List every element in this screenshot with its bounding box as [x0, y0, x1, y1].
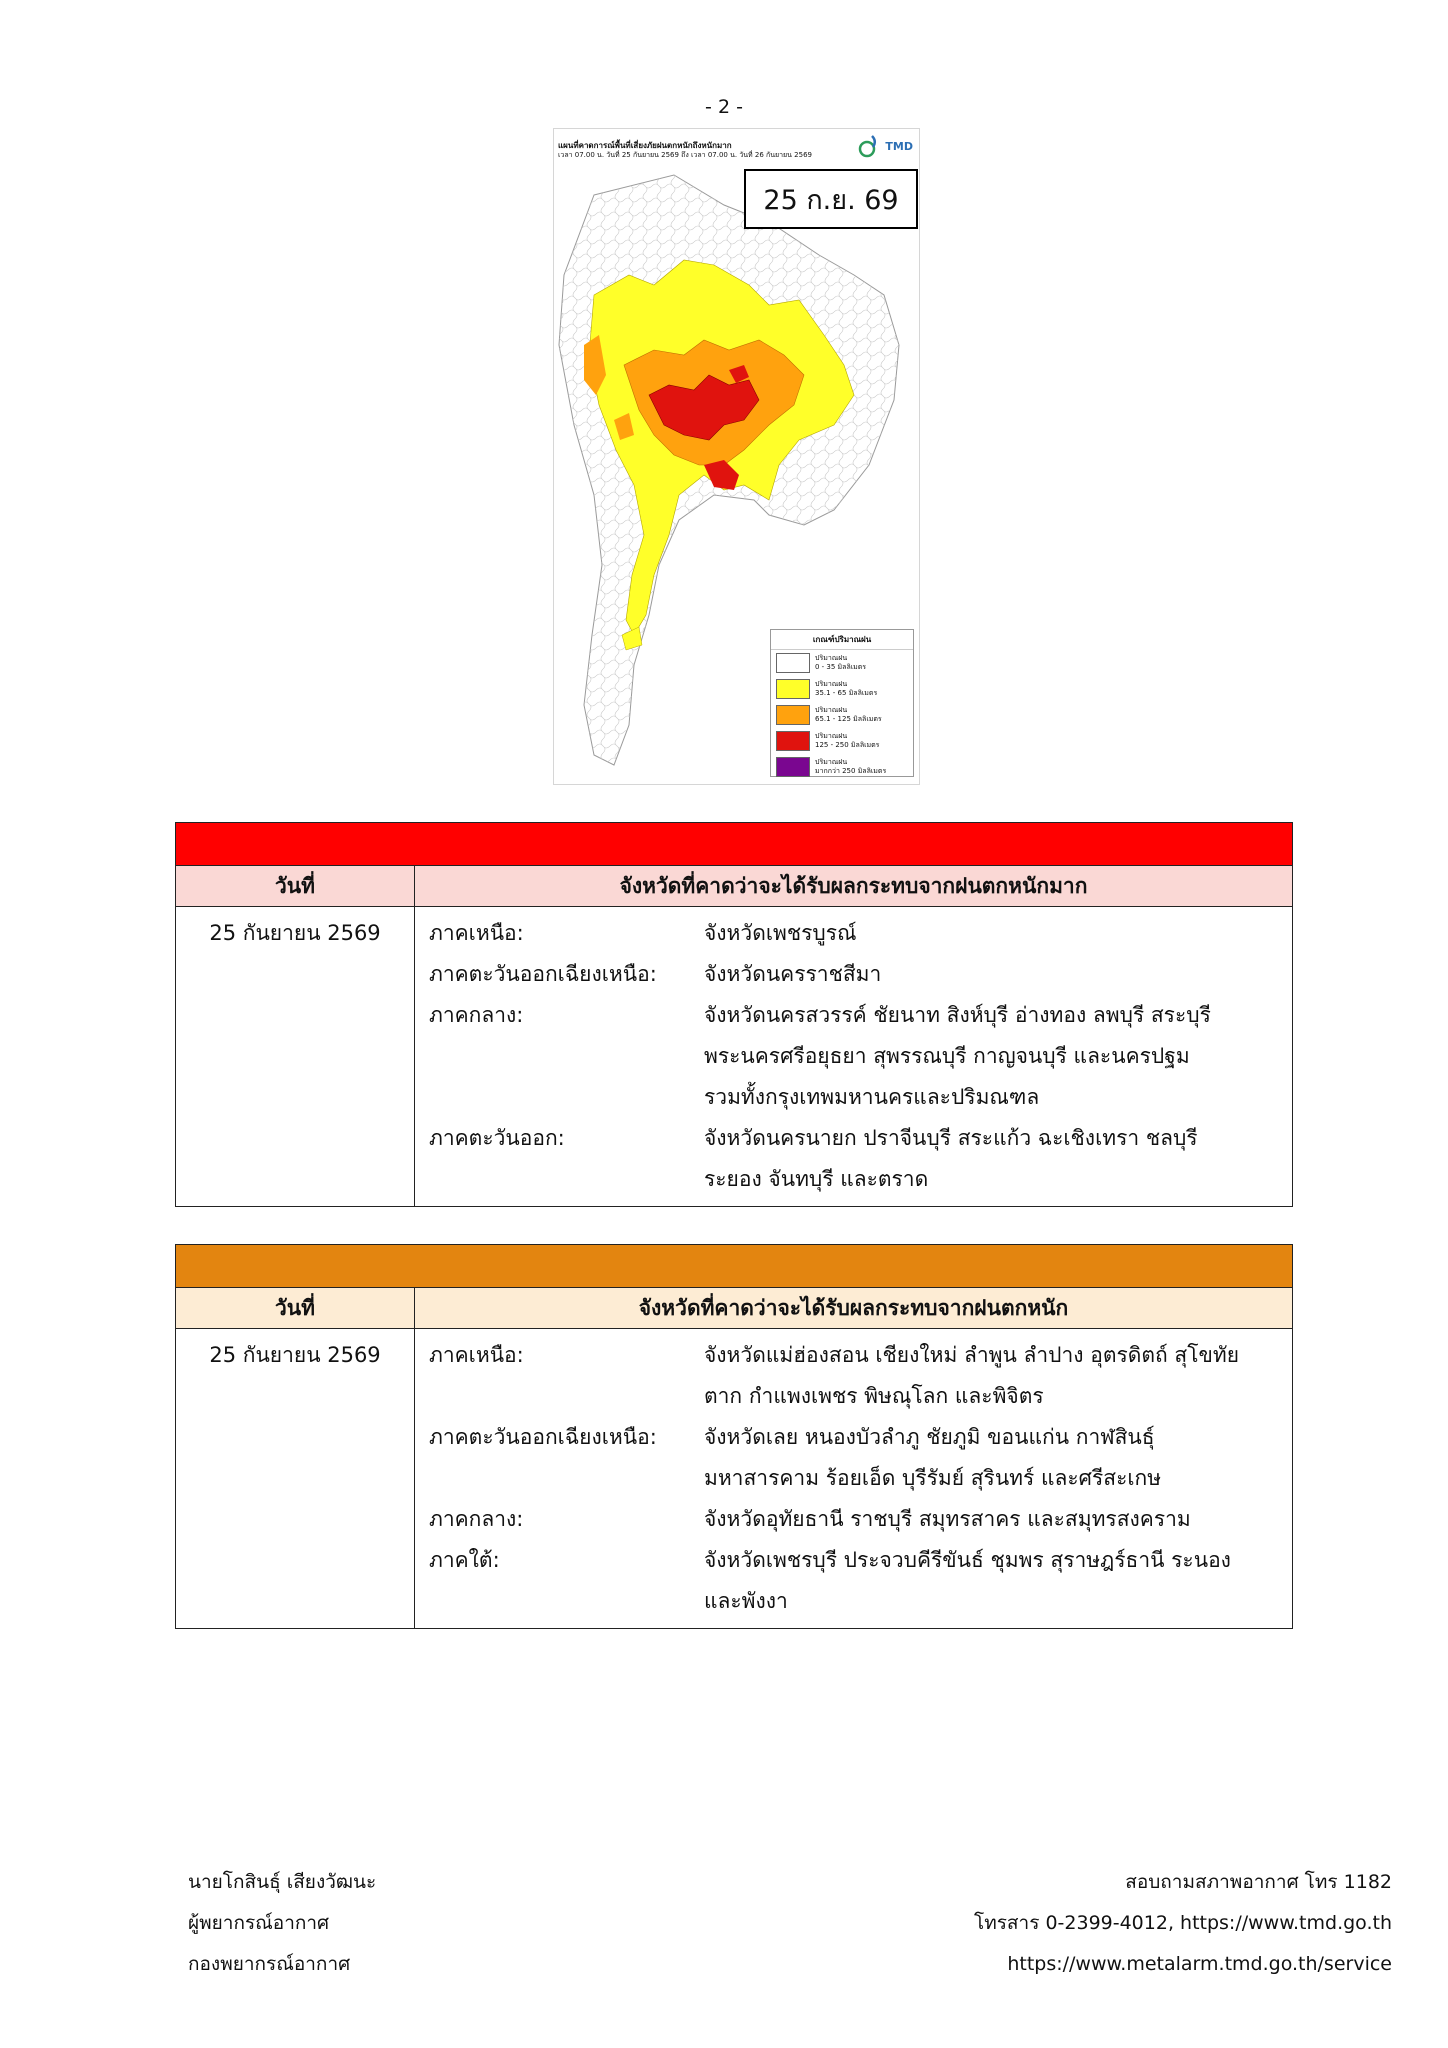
province-list: จังหวัดนครสวรรค์ ชัยนาท สิงห์บุรี อ่างทอง ลพบุรี สระบุรี — [704, 1003, 1211, 1027]
region-row — [429, 1499, 1292, 1540]
contact-block — [974, 1862, 1392, 1985]
region-row — [429, 1118, 1292, 1159]
province-list: จังหวัดเพชรบุรี ประจวบคีรีขันธ์ ชุมพร สุราษฎร์ธานี ระนอง — [704, 1548, 1231, 1572]
province-list: และพังงา — [704, 1589, 788, 1613]
region-row-cont — [429, 1581, 1292, 1622]
province-list: รวมทั้งกรุงเทพมหานครและปริมณฑล — [704, 1085, 1040, 1109]
region-row — [429, 1335, 1292, 1376]
legend-swatch — [776, 731, 810, 751]
col-date-header: วันที่ — [176, 1288, 415, 1329]
map-logos — [857, 133, 913, 159]
legend-label: ปริมาณฝน — [815, 654, 848, 662]
region-row-cont — [429, 1036, 1292, 1077]
legend-range: มากกว่า 250 มิลลิเมตร — [815, 767, 887, 775]
legend-label: ปริมาณฝน — [815, 680, 848, 688]
region-label: ภาคเหนือ: — [429, 1343, 524, 1367]
legend-swatch — [776, 757, 810, 777]
agency-logo-icon — [857, 133, 879, 159]
very-heavy-rain-table — [175, 822, 1293, 1207]
legend-item — [771, 728, 913, 754]
severity-band-orange — [176, 1245, 1293, 1288]
tmd-logo: TMD — [885, 139, 913, 153]
legend-swatch — [776, 705, 810, 725]
province-list: จังหวัดนครนายก ปราจีนบุรี สระแก้ว ฉะเชิงเทรา ชลบุรี — [704, 1126, 1198, 1150]
province-list: จังหวัดเพชรบูรณ์ — [704, 921, 857, 945]
contact-fax-website: โทรสาร 0-2399-4012, https://www.tmd.go.th — [974, 1912, 1392, 1934]
region-label: ภาคกลาง: — [429, 1003, 524, 1027]
legend-range: 65.1 - 125 มิลลิเมตร — [815, 715, 882, 723]
legend-range: 0 - 35 มิลลิเมตร — [815, 663, 867, 671]
map-date-box: 25 ก.ย. 69 — [744, 169, 918, 229]
region-label: ภาคเหนือ: — [429, 921, 524, 945]
region-row — [429, 913, 1292, 954]
heavy-rain-table — [175, 1244, 1293, 1629]
province-list: ตาก กำแพงเพชร พิษณุโลก และพิจิตร — [704, 1384, 1044, 1408]
region-row — [429, 1540, 1292, 1581]
province-list: ระยอง จันทบุรี และตราด — [704, 1167, 929, 1191]
region-row-cont — [429, 1159, 1292, 1200]
province-list: จังหวัดแม่ฮ่องสอน เชียงใหม่ ลำพูน ลำปาง อุตรดิตถ์ สุโขทัย — [704, 1343, 1239, 1367]
region-row-cont — [429, 1077, 1292, 1118]
contact-service-link[interactable]: https://www.metalarm.tmd.go.th/service — [1007, 1953, 1392, 1975]
legend-range: 35.1 - 65 มิลลิเมตร — [815, 689, 878, 697]
region-label: ภาคกลาง: — [429, 1507, 524, 1531]
map-title: แผนที่คาดการณ์พื้นที่เสี่ยงภัยฝนตกหนักถึงหนักมาก — [558, 141, 732, 150]
rainfall-legend — [770, 629, 914, 777]
contact-hotline: สอบถามสภาพอากาศ โทร 1182 — [1125, 1871, 1392, 1893]
region-row-cont — [429, 1458, 1292, 1499]
date-cell: 25 กันยายน 2569 — [176, 1329, 415, 1629]
region-label: ภาคใต้: — [429, 1548, 500, 1572]
province-list: จังหวัดเลย หนองบัวลำภู ชัยภูมิ ขอนแก่น กาฬสินธุ์ — [704, 1425, 1155, 1449]
legend-item — [771, 754, 913, 780]
col-provinces-header: จังหวัดที่คาดว่าจะได้รับผลกระทบจากฝนตกหนักมาก — [415, 866, 1293, 907]
page-number: - 2 - — [705, 96, 743, 118]
legend-label: ปริมาณฝน — [815, 732, 848, 740]
legend-item — [771, 676, 913, 702]
map-subtitle: เวลา 07.00 น. วันที่ 25 กันยายน 2569 ถึง เวลา 07.00 น. วันที่ 26 กันยายน 2569 — [558, 151, 812, 159]
legend-label: ปริมาณฝน — [815, 758, 848, 766]
region-label: ภาคตะวันออกเฉียงเหนือ: — [429, 962, 657, 986]
rain-risk-map — [553, 128, 920, 785]
forecaster-signature-block — [188, 1862, 376, 1985]
province-list: จังหวัดอุทัยธานี ราชบุรี สมุทรสาคร และสมุทรสงคราม — [704, 1507, 1191, 1531]
province-list: จังหวัดนครราชสีมา — [704, 962, 882, 986]
provinces-cell — [415, 1329, 1293, 1629]
legend-swatch — [776, 653, 810, 673]
region-row — [429, 1417, 1292, 1458]
col-provinces-header: จังหวัดที่คาดว่าจะได้รับผลกระทบจากฝนตกหนัก — [415, 1288, 1293, 1329]
col-date-header: วันที่ — [176, 866, 415, 907]
province-list: มหาสารคาม ร้อยเอ็ด บุรีรัมย์ สุรินทร์ และศรีสะเกษ — [704, 1466, 1162, 1490]
legend-label: ปริมาณฝน — [815, 706, 848, 714]
date-cell: 25 กันยายน 2569 — [176, 907, 415, 1207]
region-label: ภาคตะวันออก: — [429, 1126, 565, 1150]
legend-item — [771, 650, 913, 676]
legend-title: เกณฑ์ปริมาณฝน — [771, 630, 913, 650]
forecaster-title: ผู้พยากรณ์อากาศ — [188, 1912, 330, 1934]
forecaster-division: กองพยากรณ์อากาศ — [188, 1953, 351, 1975]
legend-range: 125 - 250 มิลลิเมตร — [815, 741, 880, 749]
province-list: พระนครศรีอยุธยา สุพรรณบุรี กาญจนบุรี และนครปฐม — [704, 1044, 1190, 1068]
region-row — [429, 995, 1292, 1036]
severity-band-red — [176, 823, 1293, 866]
legend-item — [771, 702, 913, 728]
legend-swatch — [776, 679, 810, 699]
region-row — [429, 954, 1292, 995]
region-label: ภาคตะวันออกเฉียงเหนือ: — [429, 1425, 657, 1449]
region-row-cont — [429, 1376, 1292, 1417]
provinces-cell — [415, 907, 1293, 1207]
forecaster-name: นายโกสินธุ์ เสียงวัฒนะ — [188, 1871, 377, 1893]
